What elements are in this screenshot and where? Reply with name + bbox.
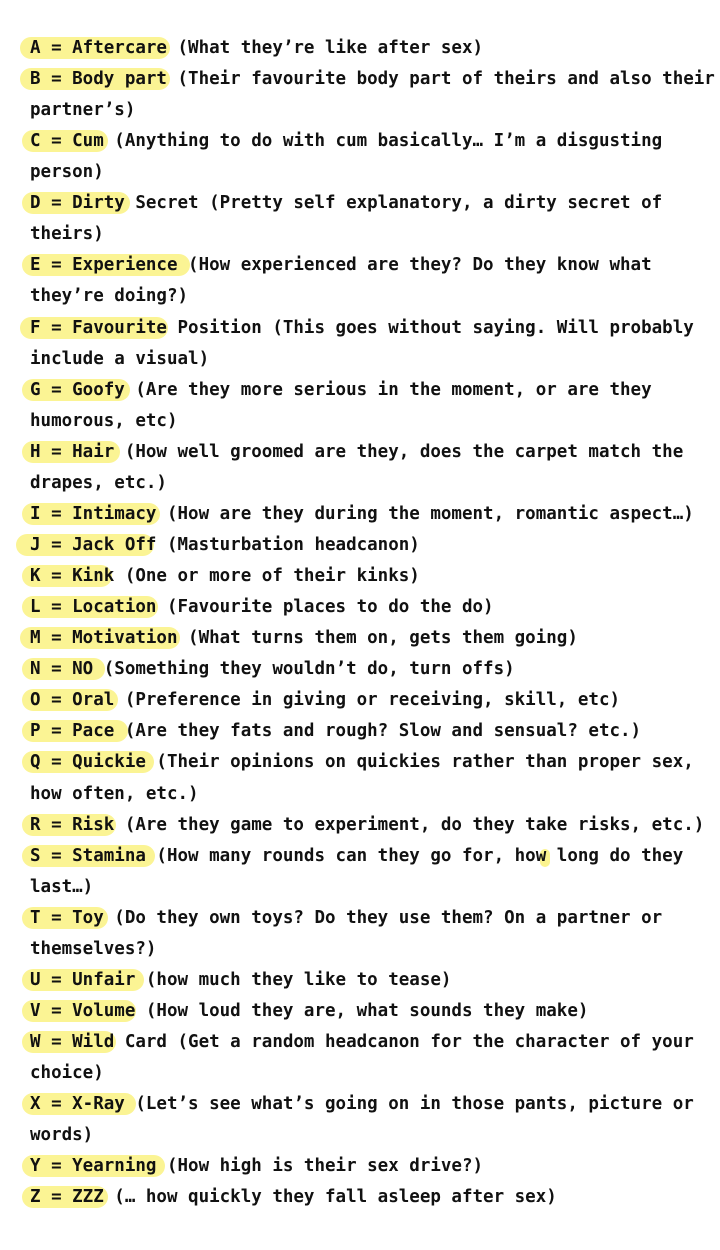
text-line: how often, etc.) (30, 784, 199, 804)
text-line: H = Hair (How well groomed are they, does the carpet match the (30, 442, 684, 462)
text-line: G = Goofy (Are they more serious in the moment, or are they (30, 380, 652, 400)
text-line: V = Volume (How loud they are, what sounds they make) (30, 1001, 589, 1021)
text-line: include a visual) (30, 349, 210, 369)
text-line: L = Location (Favourite places to do the do) (30, 597, 494, 617)
text-line: choice) (30, 1063, 104, 1083)
text-line: E = Experience (How experienced are they? Do they know what (30, 255, 652, 275)
text-line: U = Unfair (how much they like to tease) (30, 970, 452, 990)
text-line: C = Cum (Anything to do with cum basically… I’m a disgusting (30, 131, 663, 151)
text-line: Y = Yearning (How high is their sex drive?) (30, 1156, 484, 1176)
text-line: D = Dirty Secret (Pretty self explanatory, a dirty secret of (30, 193, 663, 213)
text-line: F = Favourite Position (This goes without saying. Will probably (30, 318, 694, 338)
text-line: Q = Quickie (Their opinions on quickies rather than proper sex, (30, 752, 694, 772)
text-line: N = NO (Something they wouldn’t do, turn offs) (30, 659, 515, 679)
text-line: W = Wild Card (Get a random headcanon for the character of your (30, 1032, 694, 1052)
text-line: M = Motivation (What turns them on, gets them going) (30, 628, 578, 648)
text-line: T = Toy (Do they own toys? Do they use them? On a partner or (30, 908, 663, 928)
text-line: drapes, etc.) (30, 473, 167, 493)
text-line: J = Jack Off (Masturbation headcanon) (30, 535, 420, 555)
text-line: O = Oral (Preference in giving or receiving, skill, etc) (30, 690, 621, 710)
text-line: R = Risk (Are they game to experiment, do they take risks, etc.) (30, 815, 705, 835)
text-line: they’re doing?) (30, 286, 189, 306)
text-line: S = Stamina (How many rounds can they go for, how long do they (30, 846, 684, 866)
text-line: person) (30, 162, 104, 182)
text-line: X = X-Ray (Let’s see what’s going on in those pants, picture or (30, 1094, 694, 1114)
text-line: humorous, etc) (30, 411, 178, 431)
text-line: words) (30, 1125, 94, 1145)
text-line: last…) (30, 877, 94, 897)
text-line: partner’s) (30, 100, 136, 120)
text-line: K = Kink (One or more of their kinks) (30, 566, 420, 586)
text-line: B = Body part (Their favourite body part of theirs and also their (30, 69, 715, 89)
text-line: theirs) (30, 224, 104, 244)
text-line: themselves?) (30, 939, 157, 959)
text-line: Z = ZZZ (… how quickly they fall asleep after sex) (30, 1187, 557, 1207)
text-line: I = Intimacy (How are they during the moment, romantic aspect…) (30, 504, 694, 524)
text-line: P = Pace (Are they fats and rough? Slow and sensual? etc.) (30, 721, 642, 741)
text-line: A = Aftercare (What they’re like after sex) (30, 38, 484, 58)
